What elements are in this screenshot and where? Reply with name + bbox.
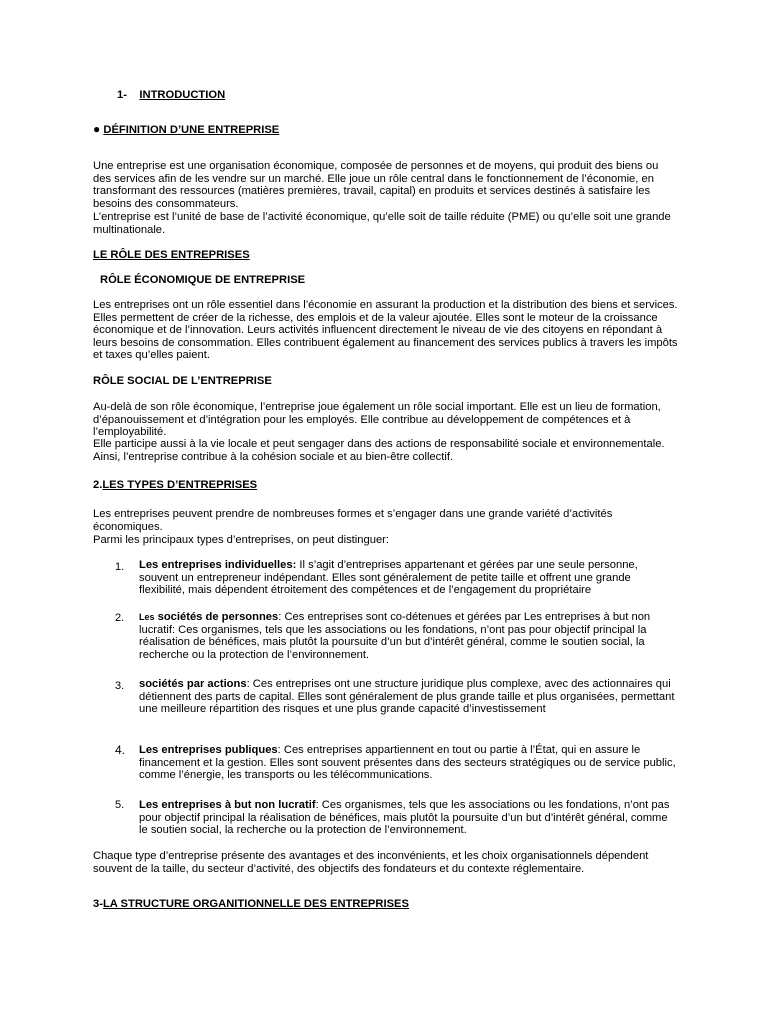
list-item	[139, 744, 679, 782]
list-item	[139, 611, 679, 661]
list-item	[139, 678, 679, 716]
list-number: 1.	[115, 561, 125, 573]
social-role-paragraph-2: Elle participe aussi à la vie locale et peut sengager dans des actions de responsabilité sociale et environnementale. Ainsi, l’entreprise contribue à la cohésion sociale et au bien-être collectif.	[93, 438, 665, 463]
social-role-paragraph: Au-delà de son rôle économique, l’entreprise joue également un rôle social important. Elle est un lieu de formation, d’épanouissement et d’intégration pour les employés. Elle contribue au développement de compétences et à l’employabilité.	[93, 401, 661, 439]
intro-title: INTRODUCTION	[139, 89, 226, 101]
list-item-bold: Les entreprises publiques	[139, 744, 278, 756]
list-item	[139, 559, 679, 597]
types-intro-paragraph-2: Parmi les principaux types d’entreprises, on peut distinguer:	[93, 534, 389, 546]
list-item-text: Il s’agit d’entreprises appartenant et gérées par une seule personne, souvent un entrepreneur indépendant. Elles sont généralement de petite taille et offrent une grande flexibilité, mais dépendent étroitement des compétences et de l’engagement du propriétaire	[139, 559, 638, 597]
types-number: 2.	[93, 479, 103, 491]
definition-title: DÉFINITION D’UNE ENTREPRISE	[103, 124, 280, 136]
economic-role-heading: RÔLE ÉCONOMIQUE DE ENTREPRISE	[100, 274, 306, 286]
types-heading	[93, 479, 678, 492]
definition-heading	[93, 123, 678, 137]
list-item-text: : Ces organismes, tels que les associations ou les fondations, n’ont pas pour objectif principal la réalisation de bénéfices, mais plutôt la poursuite d’un but d’intérêt général, comme le soutien social, la recherche ou la protection de l’environnement.	[139, 799, 670, 837]
list-item	[139, 799, 679, 837]
structure-number: 3-	[93, 898, 103, 910]
conclusion-paragraph: Chaque type d’entreprise présente des avantages et des inconvénients, et les choix organisationnels dépendent souvent de la taille, du secteur d’activité, des objectifs des fondateurs et du contexte réglementaire.	[93, 850, 649, 875]
types-intro-paragraph: Les entreprises peuvent prendre de nombreuses formes et s’engager dans une grande variété d’activités économiques.	[93, 508, 613, 533]
social-role-heading: RÔLE SOCIAL DE L’ENTREPRISE	[93, 375, 272, 387]
list-number: 2.	[115, 612, 125, 624]
intro-heading	[117, 89, 702, 102]
role-heading: LE RÔLE DES ENTREPRISES	[93, 249, 250, 261]
structure-title: LA STRUCTURE ORGANITIONNELLE DES ENTREPRISES	[102, 898, 409, 910]
list-item-text: : Ces entreprises ont une structure juridique plus complexe, avec des actionnaires qui détiennent des parts de capital. Elles sont généralement de plus grande taille et plus organisées, permettant une meilleure répartition des risques et une plus grande capacité d’investissement	[139, 678, 675, 716]
list-item-bold: Les entreprises à but non lucratif	[139, 799, 316, 811]
intro-number: 1-	[117, 89, 127, 101]
definition-paragraph-2: L’entreprise est l’unité de base de l’activité économique, qu’elle soit de taille réduite (PME) ou qu’elle soit une grande multinationale.	[93, 211, 671, 236]
list-item-bold: sociétés de personnes	[154, 611, 279, 623]
types-title: LES TYPES D’ENTREPRISES	[102, 479, 258, 491]
list-number: 5.	[115, 799, 125, 811]
structure-heading	[93, 898, 678, 911]
list-item-text: : Ces entreprises sont co-détenues et gérées par Les entreprises à but non lucratif: Ces organismes, tels que les associations ou les fondations, n’ont pas pour objectif principal la réalisation de bénéfices, mais plutôt la poursuite d’un but d’intérêt général, comme le soutien social, la recherche ou la protection de l’environnement.	[139, 611, 651, 661]
list-number: 3.	[115, 680, 125, 692]
list-item-prefix: Les	[139, 612, 155, 622]
list-number: 4.	[115, 743, 126, 757]
economic-role-paragraph: Les entreprises ont un rôle essentiel dans l’économie en assurant la production et la distribution des biens et services. Elles permettent de créer de la richesse, des emplois et de la valeur ajoutée. Elles sont le moteur de la croissance économique et de l’innovation. Leurs activités influencent directement le niveau de vie des citoyens en répondant à leurs besoins de consommation. Elles contribuent également au financement des services publics à travers les impôts et taxes qu’elles paient.	[93, 299, 678, 362]
list-item-bold: Les entreprises individuelles:	[139, 559, 297, 571]
list-item-bold: sociétés par actions	[139, 678, 247, 690]
list-item-text: : Ces entreprises appartiennent en tout ou partie à l’État, qui en assure le financement et la gestion. Elles sont souvent présentes dans des secteurs stratégiques ou de service public, comme l’énergie, les transports ou les télécommunications.	[139, 744, 676, 782]
bullet-icon: ●	[93, 122, 101, 136]
definition-paragraph: Une entreprise est une organisation économique, composée de personnes et de moyens, qui produit des biens ou des services afin de les vendre sur un marché. Elle joue un rôle central dans le fonctionnement de l’économie, en transformant des ressources (matières premières, travail, capital) en produits et services destinés à satisfaire les besoins des consommateurs.	[93, 160, 659, 210]
